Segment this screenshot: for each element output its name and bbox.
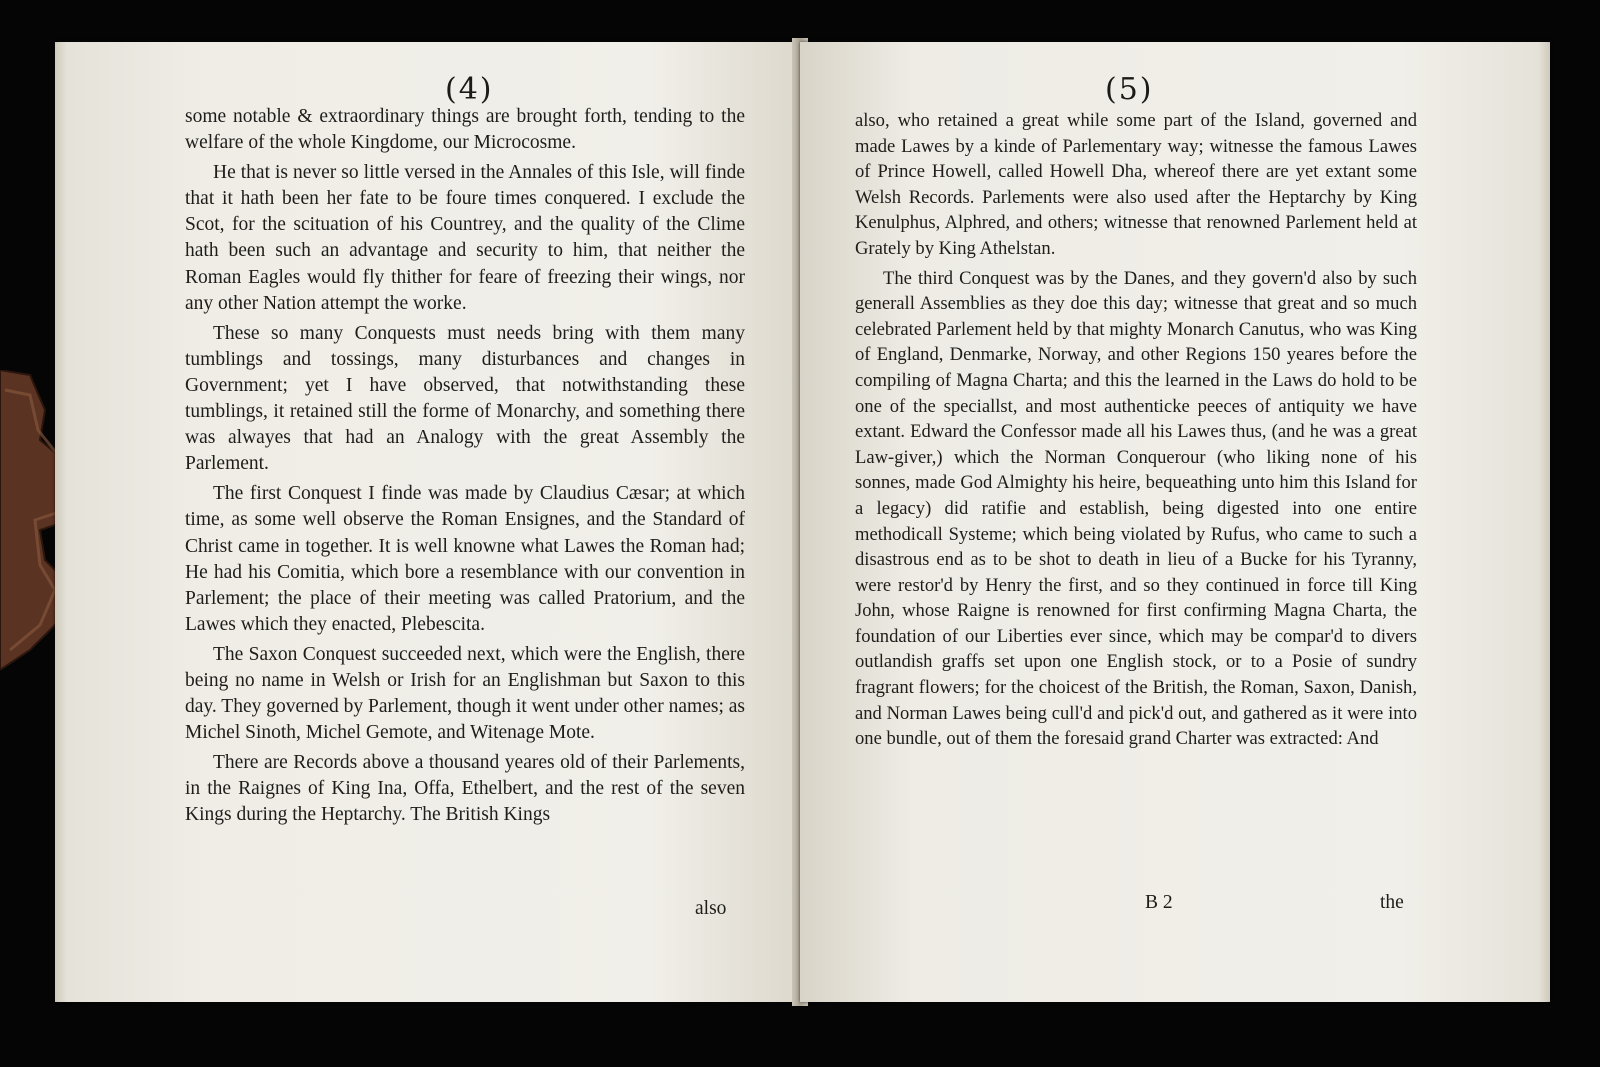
left-page-edge: [55, 42, 67, 1002]
page-number: (5): [1105, 72, 1154, 107]
signature-mark: B 2: [1145, 892, 1173, 913]
paragraph: These so many Conquests must needs bring with them many tumblings and tossings, many disturbances and changes in Government; yet I have observed, that notwithstanding these tumblings, it retained still the forme of Monarchy, and something there was alwayes that had an Analogy with the great Assembly the Parlement.: [185, 322, 745, 475]
catchword: the: [1380, 892, 1404, 913]
paragraph: some notable & extraordinary things are brought forth, tending to the welfare of the whole Kingdome, our Microcosme.: [185, 106, 745, 154]
paragraph: The Saxon Conquest succeeded next, which were the English, there being no name in Welsh or Irish for an Englishman but Saxon to this day. They governed by Parlement, though it went under other names; as Michel Sinoth, Michel Gemote, and Witenage Mote.: [185, 643, 745, 744]
paragraph: The third Conquest was by the Danes, and they govern'd also by such generall Assemblies as they doe this day; witnesse that great and so much celebrated Parlement held by that mighty Monarch Canutus, who was King of England, Denmarke, Norway, and other Regions 150 yeares before the compiling of Magna Charta; and this the learned in the Laws do hold to be one of the speciallst, and most authenticke peeces of antiquity we have extant. Edward the Confessor made all his Lawes thus, (and he was a great Law-giver,) which the Norman Conquerour (who liking none of his sonnes, made God Almighty his heire, bequeathing unto him this Island for a legacy) did ratifie and establish, being digested into one entire methodicall Systeme; which being violated by Rufus, who came to such a disastrous end as to be shot to death in lieu of a Bucke for his Tyranny, were restor'd by Henry the first, and so they continued in force till King John, whose Raigne is renowned for first confirming Magna Charta, the foundation of our Liberties ever since, which may be compar'd to divers outlandish graffs set upon one English stock, or to a Posie of sundry fragrant flowers; for the choicest of the British, the Roman, Saxon, Danish, and Norman Lawes being cull'd and pick'd out, and gathered as it were into one bundle, out of them the foresaid grand Charter was extracted: And: [855, 267, 1417, 750]
catchword: also: [695, 898, 727, 919]
paragraph: The first Conquest I finde was made by Claudius Cæsar; at which time, as some well observe the Roman Ensignes, and the Standard of Christ came in together. It is well knowne what Lawes the Roman had; He had his Comitia, which bore a resemblance with our convention in Parlement; the place of their meeting was called Pratorium, and the Lawes which they enacted, Plebescita.: [185, 483, 745, 635]
right-page-edge: [1538, 42, 1550, 1002]
paragraph: He that is never so little versed in the Annales of this Isle, will finde that it hath been her fate to be foure times conquered. I exclude the Scot, for the scituation of his Countrey, and the quality of the Clime hath been such an advantage and security to him, that neither the Roman Eagles would fly thither for feare of freezing their wings, nor any other Nation attempt the worke.: [185, 162, 745, 314]
page-number: (4): [445, 72, 494, 107]
left-page: [55, 42, 800, 1002]
left-page-text: [185, 104, 745, 829]
paragraph: There are Records above a thousand yeares old of their Parlements, in the Raignes of King Ina, Offa, Ethelbert, and the rest of the seven Kings during the Heptarchy. The British Kings: [185, 752, 745, 826]
right-page-text: [855, 108, 1417, 752]
paragraph: also, who retained a great while some part of the Island, governed and made Lawes by a kinde of Parlementary way; witnesse the famous Lawes of Prince Howell, called Howell Dha, whereof there are yet extant some Welsh Records. Parlements were also used after the Heptarchy by King Kenulphus, Alphred, and others; witnesse that renowned Parlement held at Grately by King Athelstan.: [855, 110, 1417, 259]
right-page: [800, 42, 1550, 1002]
